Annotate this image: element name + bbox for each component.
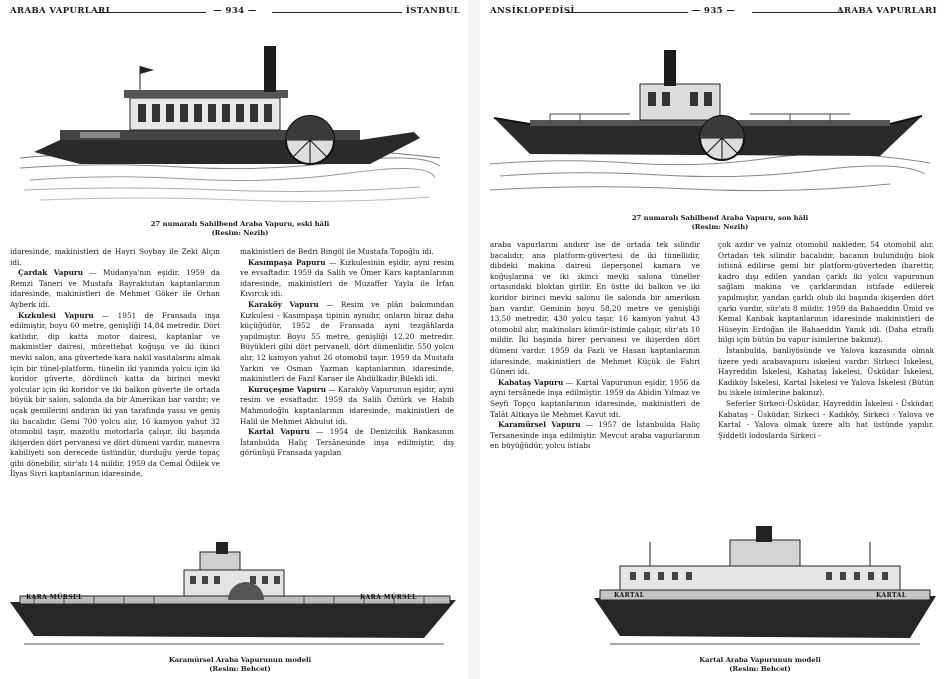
paragraph: Çardak Vapuru — Mudanya'nın eşidir. 1959 da Remzi Taneri ve Mustafa Bayraktutan kaptanlarının idaresinde, makinistleri de Mehmet Göker ile Orhan Ayberk idi. — [10, 268, 220, 309]
entry-title: Kartal Vapuru — [248, 427, 310, 437]
page-gutter — [468, 0, 480, 679]
running-title: ARABA VAPURLARI — [10, 6, 111, 16]
bottom-illustration-caption — [590, 656, 930, 674]
top-illustration-caption — [560, 214, 880, 232]
paragraph: Karaköy Vapuru — Resim ve plân bakımından Kızkulesi - Kasımpaşa tipinin aynıdır, onların biraz daha küçüğüdür, 1952 de Fransada ayni tezgâhlarda yapılmıştır. Boyu 55 metre, genişliği 12,20 metredir. Büyükleri gibi dört pervaneli, dört dümenlidir. 550 yolcu alır, 12 kamyon yahut 26 otomobil taşır. 1959 da Mustafa Yarkın ve Osman Yazman kaptanlarının idaresinde, makinistleri de Fazıl Karaer ile Abdülkadir Bilekli idi. — [240, 299, 454, 384]
caption-credit: (Resim: Behcet) — [209, 665, 271, 673]
caption-title: 27 numaralı Sahilbend Araba Vapuru, eski hâli — [150, 220, 330, 228]
ship-stern-label: KARTAL — [876, 592, 907, 599]
paragraph: Kabataş Vapuru — Kartal Vapurunun eşidir, 1956 da ayni tersânede inşa edilmiştir. 1959 da Abidin Yılmaz ve Seyfi Topçu kaptanlarının idaresinde, makinistleri de Talât Altkaya ile Mehmet Kavut idi. — [490, 377, 700, 419]
sahilbend-ferry-new-illustration — [490, 44, 930, 204]
paragraph: Karamürsel Vapuru — 1957 de İstanbulda Haliç Tersanesinde inşa edilmiştir. Mevcut araba vapurlarının en büyüğüdür, yolcu istiabı — [490, 420, 700, 451]
paragraph: araba vapurlarını andırır ise de ortada tek silindir bacalıdır, ana platform-güvertesi de iki tünellidir, dibdeki makina dairesi ileperşonel kamara ve koğuşlarına ve iki ikinci mevki salona tüneller ortasındaki bloktan girilir. En üstte iki balkon ve iki koridor birinci mevki salonu ile salonda bir amerikan barı vardır. Geminin boyu 58,20 metre ve genişliği 13,50 metredir, 430 yolcu taşır, 16 kamyon yahut 43 otomobil alır, makinoları kömür-istimle çalışır, sür'atı 10 mildir. İki başında birer pervanesi ve ikişerden dört dümeni vardır. 1959 da Fazlı ve Hasan kaptanlarının idaresinde, makinistleri de Mehmet Küçük ile Fahri Güneri idi. — [490, 240, 700, 377]
right-page — [480, 0, 945, 679]
page-number: — 935 — — [691, 6, 736, 16]
entry-title: Kabataş Vapuru — [498, 377, 564, 387]
sahilbend-ferry-old-illustration — [20, 40, 440, 208]
bottom-illustration-caption — [80, 656, 400, 674]
paragraph: Kasımpaşa Papuru — Kızkulesinin eşidir, ayni resim ve evsaftadır. 1959 da Salih ve Ömer Kars kaptanlarının idaresinde, makinistleri de Muzaffer Yayla ile İrfan Kıvırcık idi. — [240, 257, 454, 299]
text-column-1 — [10, 247, 220, 567]
entry-title: Karaköy Vapuru — [248, 299, 319, 309]
ship-stern-label: KARA MÜRSEL — [360, 594, 417, 601]
entry-title: Karamürsel Vapuru — [498, 420, 581, 430]
paragraph: Kızkulesi Vapuru — 1951 de Fransada inşa edilmiştir, boyu 60 metre, genişliği 14,84 metredir. Dört katlıdır, dip katta motor dairesi, kaptanlar ve makinistler dairesi, mürettebat koğuşu ve iki ikinci mevki salon, ana güvertede kara nakil vasıtalarını almak için bir tünel-platform, tünelin iki yanında yolcu için iki koridor güverte, dördüncü katta da birinci mevki yolcular için iki koridor ve iki balkon güverte ile ortada büyük bir salon, salonda da bir Amerikan bar vardır; ve uçak gemilerini andıran iki yan tarafında yassı ve geniş iki bacalıdır. Gemi 700 yolcu alır, 16 kamyon yahut 32 otomobil taşır, mazotlu motorlarla çalışır, iki başında ikişerden dört pervanesi ve dört dümeni vardır, manevra kabiliyeti son derecede üstündür, durduğu yerde topaç gibi dönebilir, sür'atı 14 mildir. 1959 da Cemal Ödilek ve İlyas Sivri kaptanlarının idaresinde, — [10, 310, 220, 479]
paragraph: Kartal Vapuru — 1954 de Denizcilik Bankasının İstanbulda Haliç Tersânesinde inşa edilmiştir, diş görünüşü Fransada yapılan — [240, 427, 454, 458]
text-column-2 — [240, 247, 454, 577]
paragraph: Seferler Sirkeci-Üsküdar, Hayreddin İskelesi - Üsküdar, Kabataş - Üsküdar, Sirkeci - Kadıköy, Sirkeci - Yalova ve Kartal - Yalova olmak üzere altı hat üstünde yapılır. Şiddetli lodoslarda Sirkeci - — [718, 398, 934, 440]
caption-title: Kartal Araba Vapurunun modeli — [699, 656, 821, 664]
kartal-ferry-model-illustration — [590, 520, 940, 650]
left-page — [0, 0, 468, 679]
caption-title: Karamürsel Araba Vapurunun modeli — [168, 656, 312, 664]
caption-credit: (Resim: Nezih) — [691, 223, 749, 231]
top-illustration-caption — [60, 220, 420, 238]
left-page-header — [10, 6, 460, 20]
running-title: ANSİKLOPEDİSİ — [490, 6, 575, 16]
paragraph: İstanbulda, banliyösünde ve Yalova kazasında olmak üzere yedi arabavapuru iskelesi vardır: Sirkeci İskelesi, Hayreddin İskelesi, Kabataş İskelesi, Üsküdar İskelesi, Kadıköy İskelesi, Kartal İskelesi ve Yalova İskelesi (Bütün bu iskele isimlerine bakınız). — [718, 345, 934, 398]
ship-bow-label: KARA MÜRSEL — [26, 594, 83, 601]
paragraph: makinistleri de Bedri Bingöl ile Mustafa Topoğlu idi. — [240, 247, 434, 256]
page-number: — 934 — — [213, 6, 257, 16]
entry-title: Çardak Vapuru — [18, 268, 84, 278]
entry-title: Kuruçeşme Vapuru — [248, 384, 327, 394]
caption-title: 27 numaralı Sahilbend Araba Vapuru, son hâli — [631, 214, 809, 222]
entry-title: Kızkulesi Vapuru — [18, 310, 94, 320]
caption-credit: (Resim: Nezih) — [211, 229, 269, 237]
ship-bow-label: KARTAL — [614, 592, 645, 599]
running-title-right: ARABA VAPURLARI — [836, 6, 937, 16]
paragraph: idaresinde, makinistleri de Hayri Soybay ile Zeki Alçın idi. — [10, 247, 220, 267]
paragraph: çok azdır ve yalnız otomobil nakleder, 54 otomobil alır. Ortadan tek silindir bacalıdır, bacanın bulunduğu blok istisnâ edilirse gemi bir platform-güverteden ibarettir, kadro dışı edilen yandan çarklı iki yolcu vapurunun sağlam makina ve çarklarından istifade edilerek yapılmıştır, yandan çarklı olub iki başında ikişerden dört çarkı vardır, sür'atı 8 mildir. 1959 da Bahaeddin Ümid ve Kemal Kanbak kaptanlarının idaresinde makinistleri de Hüseyin Erdoğan ile Bahaeddin Yanık idi. (Daha etraflı bilgi için bütün bu vapur isimlerine bakınız). — [718, 240, 934, 345]
running-title-right: İSTANBUL — [405, 6, 460, 16]
caption-credit: (Resim: Behcet) — [729, 665, 791, 673]
entry-title: Kasımpaşa Papuru — [248, 257, 326, 267]
paragraph: Kuruçeşme Vapuru — Karaköy Vapurunun eşidir, ayni resim ve evsaftadır. 1959 da Salih Öztürk ve Habib Mahmudoğlu kaptanlarının idaresinde, makinistleri de Halil ile Mehmet Akbulut idi. — [240, 384, 454, 426]
right-page-header — [490, 6, 937, 20]
